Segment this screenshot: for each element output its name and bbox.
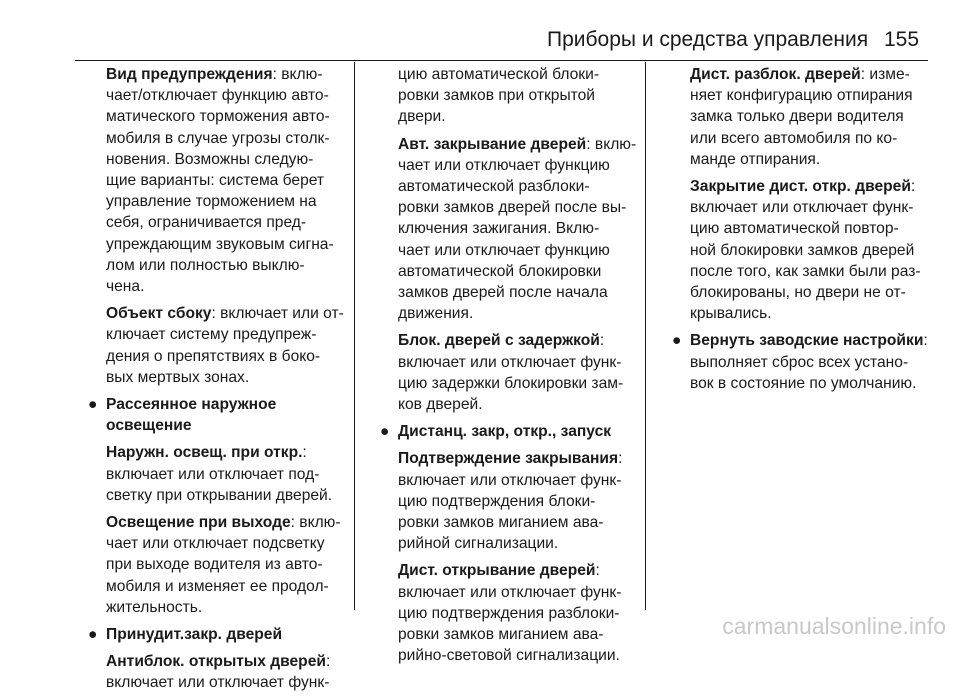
setting-warning-type (88, 64, 350, 297)
bullet-icon: ● (88, 396, 98, 414)
page-number: 155 (884, 28, 920, 51)
term: Антиблок. открытых дверей (106, 653, 326, 671)
setting-exit-lighting (88, 512, 350, 618)
page-title: Приборы и средства управления (547, 28, 869, 51)
bullet-power-door-locks (88, 624, 350, 645)
setting-remote-relock (672, 176, 934, 324)
description: : включает или отключает функ- цию задержки блокировки зам- ков дверей. (398, 332, 624, 414)
setting-remote-unlock-config (672, 64, 934, 170)
bullet-icon: ● (88, 626, 98, 644)
setting-side-object (88, 303, 350, 388)
column-divider-2 (645, 62, 646, 610)
bullet-ambient-lighting (88, 394, 350, 436)
bullet-heading: Вернуть заводские настройки (690, 332, 924, 350)
term: Дист. разблок. дверей (690, 66, 861, 83)
description: : вклю- чает или отключает подсветку при выходе водителя из авто- мобиля и изменяет ее продол- жительность. (106, 514, 341, 616)
continued-text (380, 64, 640, 128)
setting-open-door-antilock (88, 651, 350, 693)
bullet-factory-reset (672, 330, 934, 394)
description: : выполняет сброс всех устано- вок в состояние по умолчанию. (690, 332, 928, 392)
bullet-icon: ● (672, 332, 682, 350)
term: Блок. дверей с задержкой (398, 332, 600, 350)
setting-delayed-door-lock (380, 330, 640, 415)
bullet-remote-lock-unlock-start (380, 421, 640, 442)
column-3 (672, 64, 934, 400)
description: цию автоматической блоки- ровки замков при открытой двери. (398, 66, 600, 126)
description: : вклю- чает/отключает функцию авто- матического торможения авто- мобиля в случае угрозы столк- новения. Возможны следую- щие варианты: система берет управление торможением на себя, ограничивается пред- упреждающим звуковым сигна- лом или полностью выклю- чена. (106, 66, 334, 296)
setting-auto-door-lock (380, 134, 640, 325)
setting-exterior-lighting-unlock (88, 442, 350, 506)
term: Закрытие дист. откр. дверей (690, 178, 911, 196)
setting-lock-confirmation (380, 448, 640, 554)
term: Наружн. освещ. при откр. (106, 444, 303, 462)
description: : включает или отключает функ- цию подтверждения разблоки- ровки замков миганием ава- рийно-световой сигнализации. (398, 562, 622, 665)
description: : вклю- чает или отключает функцию автоматической разблоки- ровки замков дверей после вы- ключения зажигания. Вклю- чает или отключает функцию автоматической блокировки замков дверей после начала движения. (398, 135, 637, 323)
description: : включает или отключает функ- цию подтверждения блоки- ровки замков миганием ава- рийной сигнализации. (398, 450, 623, 553)
bullet-heading: Принудит.закр. дверей (106, 626, 283, 644)
term: Освещение при выходе (106, 514, 291, 532)
term: Подтверждение закрывания (398, 450, 619, 468)
term: Объект сбоку (106, 305, 212, 323)
column-2 (380, 64, 640, 672)
bullet-heading: Дистанц. закр, откр., запуск (398, 423, 612, 441)
column-1 (88, 64, 350, 700)
bullet-heading: Рассеянное наружное освещение (106, 396, 277, 435)
term: Дист. открывание дверей (398, 562, 596, 580)
description: : включает или отключает функ- (106, 653, 331, 692)
watermark: carmanualsonline.info (722, 613, 946, 639)
description: : включает или от- ключает систему предупреж- дения о препятствиях в боко- вых мертвых зонах. (106, 305, 344, 386)
bullet-icon: ● (380, 423, 390, 441)
column-divider-1 (354, 62, 355, 610)
term: Авт. закрывание дверей (398, 135, 587, 153)
description: : изме- няет конфигурацию отпирания замка только двери водителя или всего автомобиля по ко- манде отпирания. (690, 66, 913, 168)
description: : включает или отключает под- светку при открывании дверей. (106, 444, 333, 504)
setting-remote-door-unlock (380, 560, 640, 666)
header-rule (75, 60, 928, 61)
description: : включает или отключает функ- цию автоматической повтор- ной блокировки замков дверей после того, как замки были раз- блокированы, но двери не от- крывались. (690, 178, 921, 323)
term: Вид предупреждения (106, 66, 273, 83)
